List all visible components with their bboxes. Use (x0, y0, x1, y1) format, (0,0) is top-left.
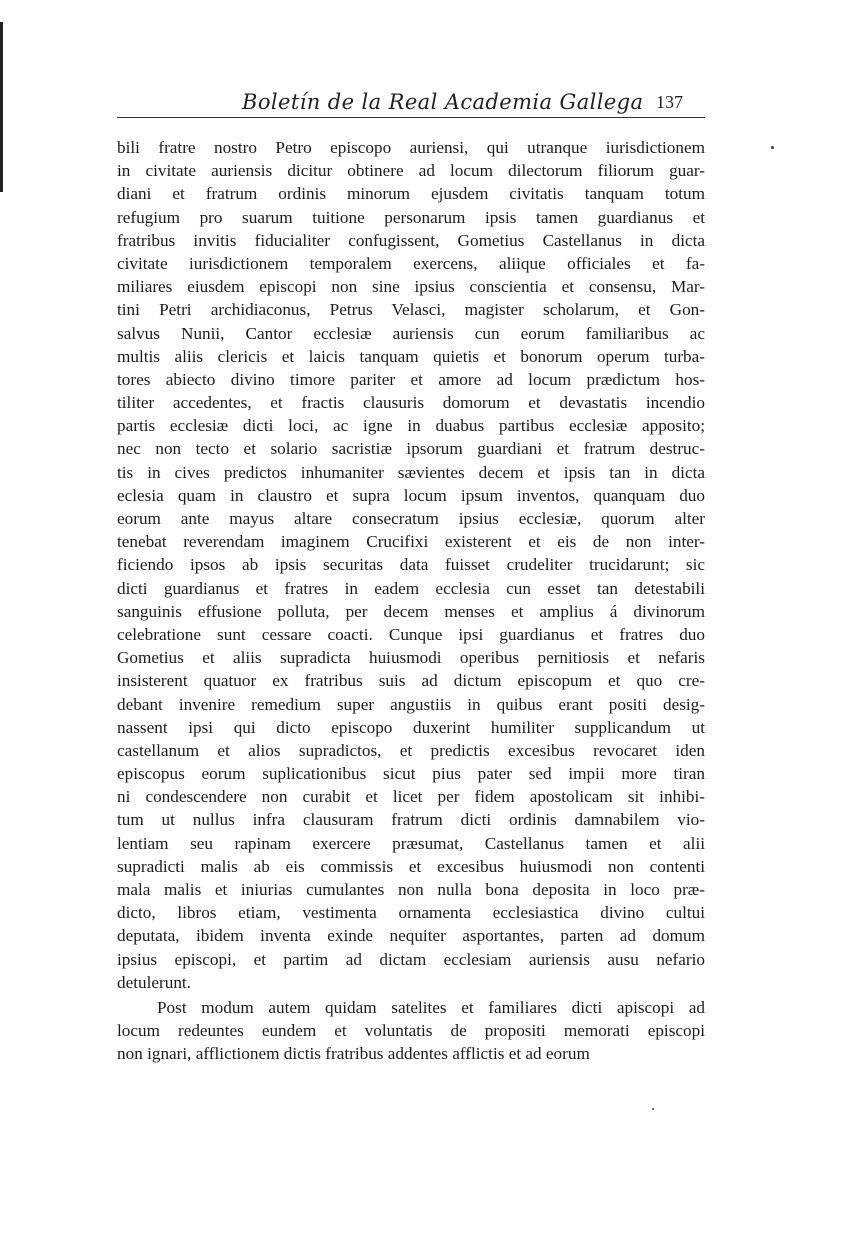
text-line: tores abiecto divino timore pariter et amore ad locum prædictum hos- (117, 369, 705, 389)
text-line: ficiendo ipsos ab ipsis securitas data fuisset crudeliter trucidarunt; sic (117, 555, 705, 575)
text-line: miliares eiusdem episcopi non sine ipsius conscientia et consensu, Mar- (117, 277, 705, 297)
text-line: salvus Nunii, Cantor ecclesiæ auriensis cun eorum familiaribus ac (117, 323, 705, 343)
text-line: supradicti malis ab eis commissis et excesibus huiusmodi non contenti (117, 856, 705, 876)
scan-binding-edge (0, 22, 7, 192)
paragraph (117, 996, 705, 1066)
scan-speck (652, 1108, 654, 1110)
text-line: ni condescendere non curabit et licet per fidem apostolicam sit inhibi- (117, 787, 705, 807)
text-line: debant invenire remedium super angustiis in quibus erant positi desig- (117, 694, 705, 714)
text-line: Gometius et aliis supradicta huiusmodi operibus pernitiosis et nefaris (117, 648, 705, 668)
text-line: eorum ante mayus altare consecratum ipsius ecclesiæ, quorum alter (117, 509, 705, 528)
text-line: tiliter accedentes, et fractis clausuris domorum et devastatis incendio (117, 393, 705, 413)
text-line: dicti guardianus et fratres in eadem ecclesia cun esset tan detestabili (117, 578, 705, 598)
text-line: castellanum et alios supradictos, et predictis excesibus revocaret iden (117, 740, 705, 760)
page-number: 137 (656, 92, 683, 112)
text-line: tenebat reverendam imaginem Crucifixi existerent et eis de non inter- (117, 532, 705, 552)
text-line: refugium pro suarum tuitione personarum ipsis tamen guardianus et (117, 207, 705, 227)
text-line: ipsius episcopi, et partim ad dictam ecclesiam auriensis ausu nefario (117, 949, 705, 969)
text-line: sanguinis effusione polluta, per decem menses et amplius á divinorum (117, 601, 705, 621)
running-title: Boletín de la Real Academia Gallega (242, 90, 644, 114)
text-line: deputata, ibidem inventa exinde nequiter asportantes, parten ad domum (117, 926, 705, 946)
text-line: diani et fratrum ordinis minorum ejusdem civitatis tanquam totum (117, 184, 705, 204)
text-line: tis in cives predictos inhumaniter sævientes decem et ipsis tan in dicta (117, 462, 705, 482)
header-rule (117, 117, 705, 118)
text-line: nec non tecto et solario sacristiæ ipsorum guardiani et fratrum destruc- (117, 439, 705, 459)
text-line: mala malis et iniurias cumulantes non nulla bona deposita in loco præ- (117, 880, 705, 899)
text-line: tum ut nullus infra clausuram fratrum dicti ordinis damnabilem vio- (117, 810, 705, 830)
text-line: civitate iurisdictionem temporalem exercens, aliique officiales et fa- (117, 253, 705, 273)
body-text (117, 136, 705, 1066)
text-line: bili fratre nostro Petro episcopo auriensi, qui utranque iurisdictionem (117, 138, 705, 157)
text-line: non ignari, afflictionem dictis fratribus addentes afflictis et ad eorum (117, 1044, 590, 1064)
text-line: celebratione sunt cessare coacti. Cunque ipsi guardianus et fratres duo (117, 624, 705, 644)
text-line: multis aliis clericis et laicis tanquam quietis et bonorum operum turba- (117, 346, 705, 366)
text-line: fratribus invitis fiducialiter confugissent, Gometius Castellanus in dicta (117, 230, 705, 250)
text-line: episcopus eorum suplicationibus sicut pius pater sed impii more tiran (117, 764, 705, 784)
text-line: tini Petri archidiaconus, Petrus Velasci, magister scholarum, et Gon- (117, 300, 705, 320)
paragraph (117, 136, 705, 994)
text-line: locum redeuntes eundem et voluntatis de propositi memorati episcopi (117, 1021, 705, 1041)
text-line: Post modum autem quidam satelites et familiares dicti apiscopi ad (157, 997, 705, 1017)
text-line: detulerunt. (117, 972, 191, 992)
scan-speck (771, 146, 774, 149)
text-line: dicto, libros etiam, vestimenta ornamenta ecclesiastica divino cultui (117, 903, 705, 923)
text-line: nassent ipsi qui dicto episcopo duxerint humiliter supplicandum ut (117, 717, 705, 737)
text-line: in civitate auriensis dicitur obtinere ad locum dilectorum filiorum guar- (117, 161, 705, 181)
text-line: eclesia quam in claustro et supra locum ipsum inventos, quanquam duo (117, 485, 705, 505)
text-line: insisterent quatuor ex fratribus suis ad dictum episcopum et quo cre- (117, 671, 705, 691)
text-line: lentiam seu rapinam exercere præsumat, Castellanus tamen et alii (117, 833, 705, 853)
text-line: partis ecclesiæ dicti loci, ac igne in duabus partibus ecclesiæ apposito; (117, 416, 705, 436)
page-header (117, 84, 705, 118)
